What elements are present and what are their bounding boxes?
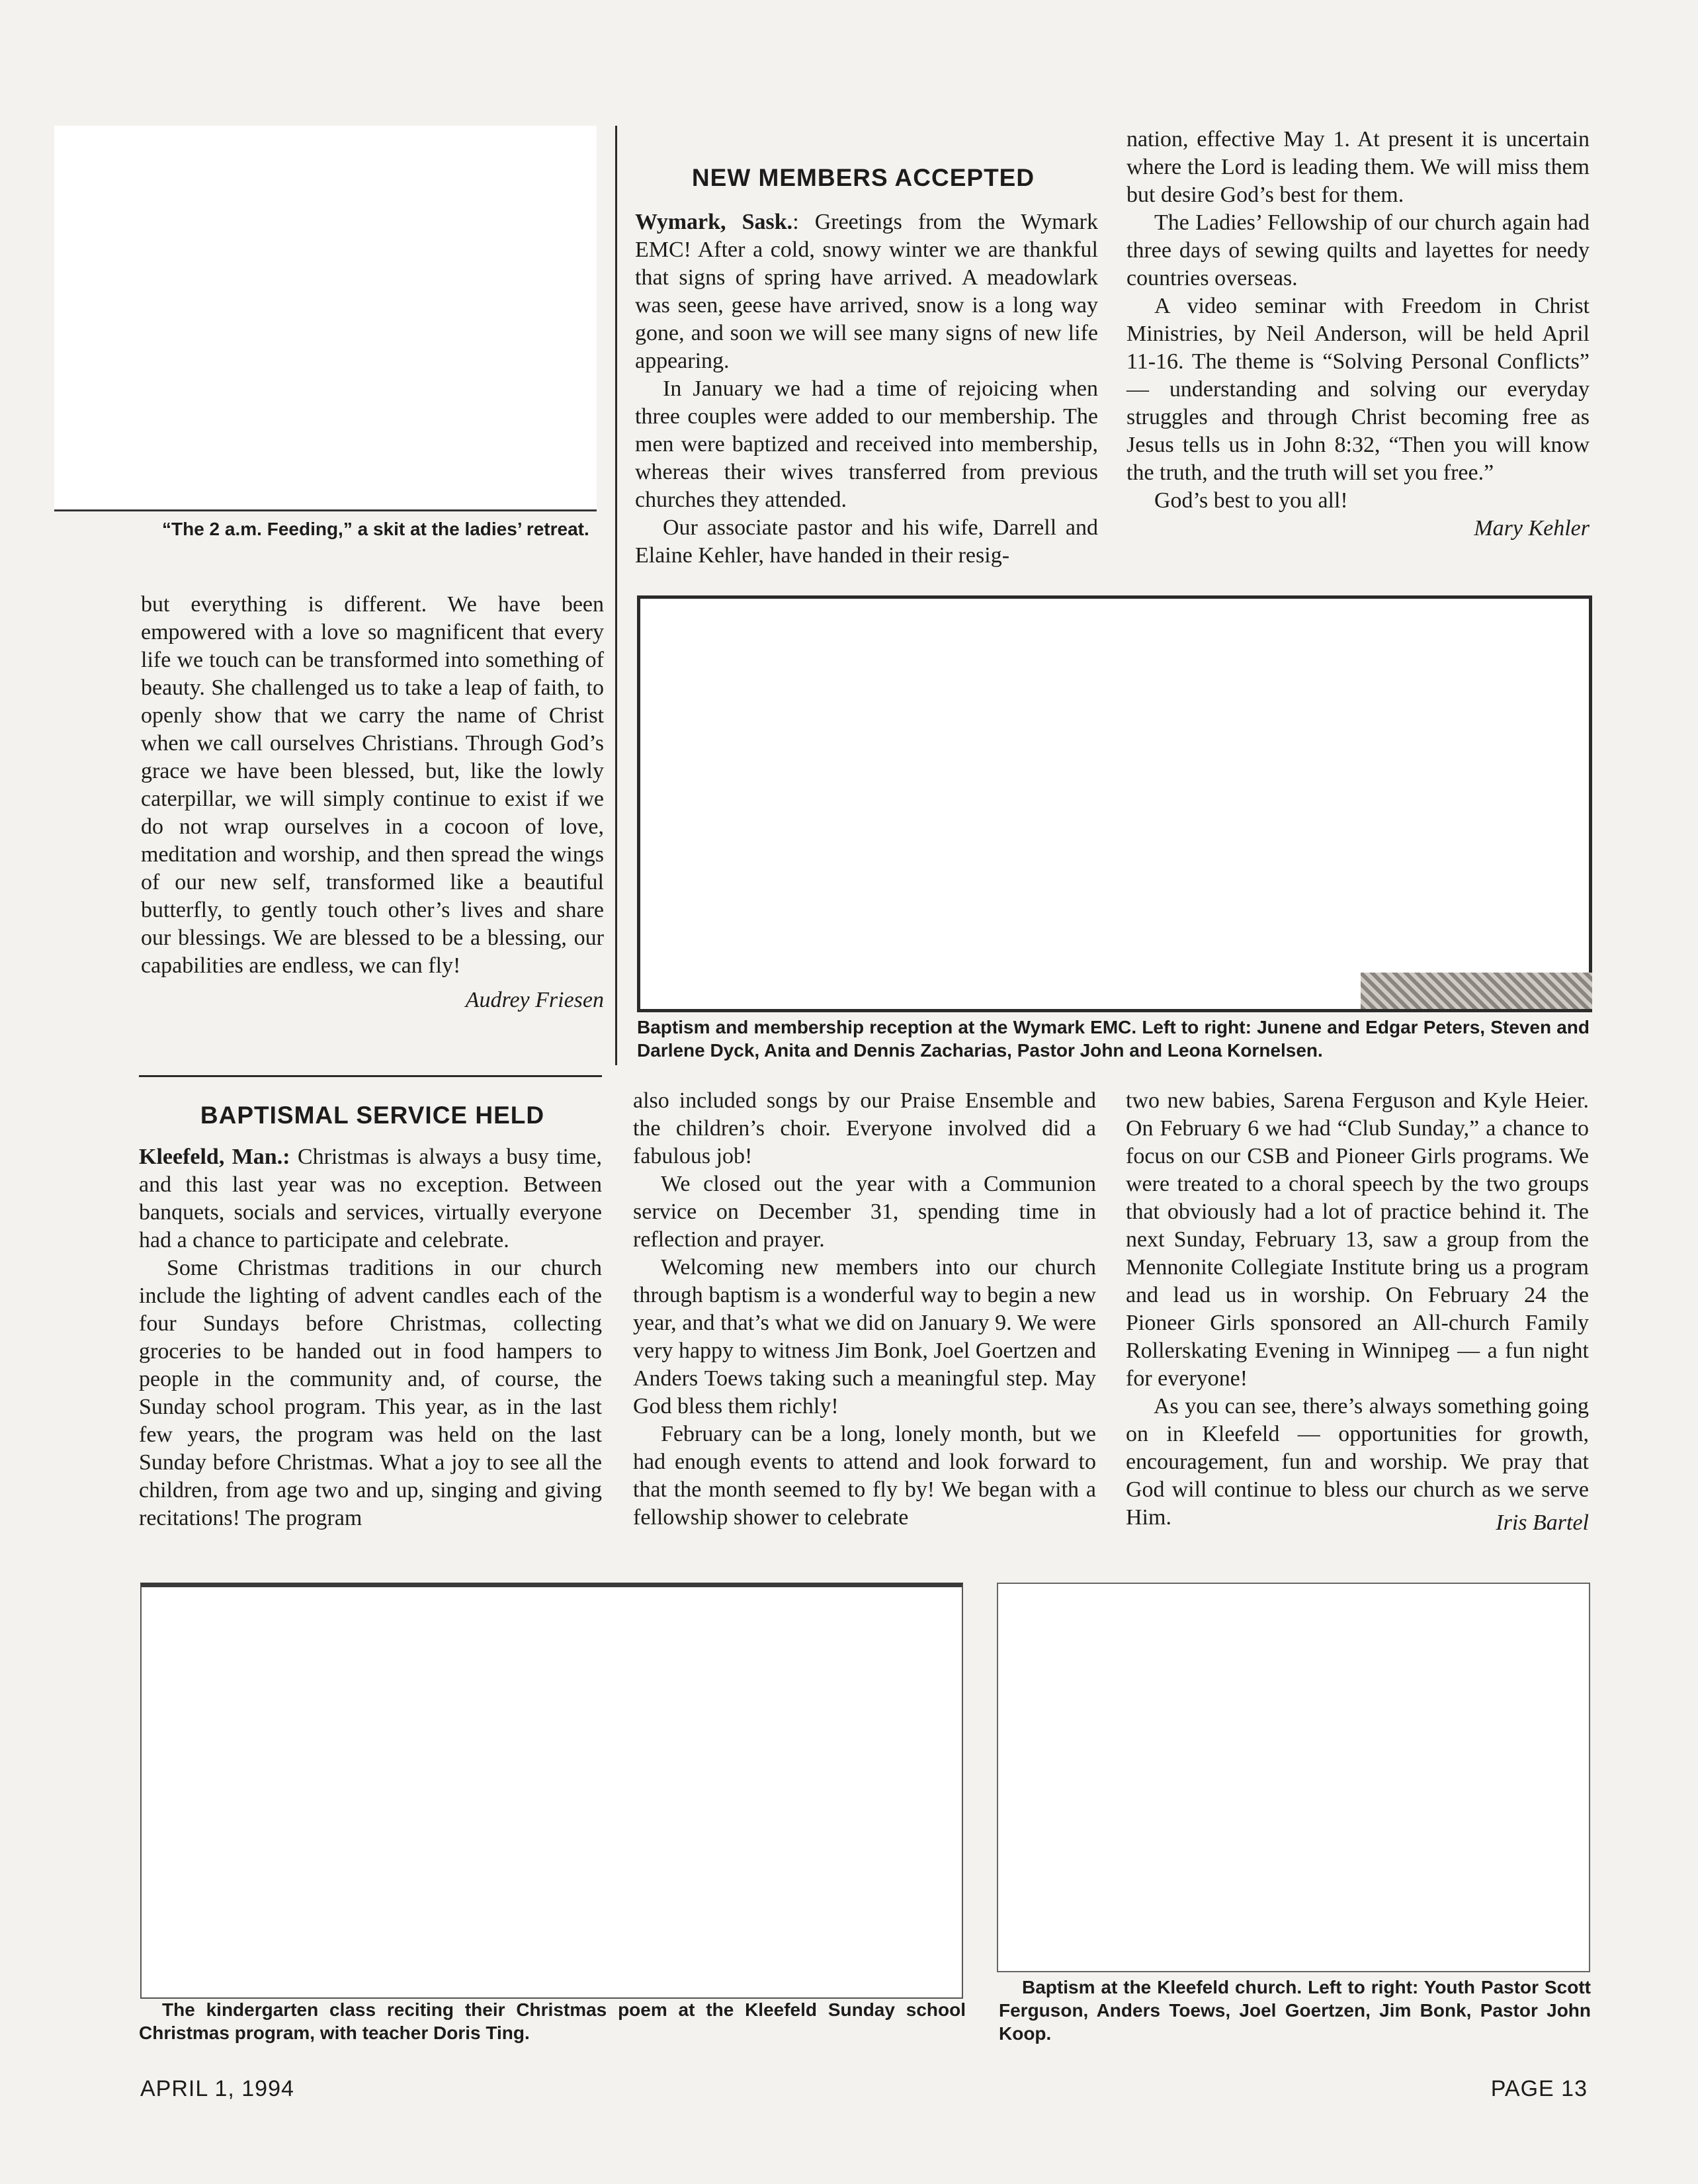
kleefeld-article-col3 bbox=[1126, 1087, 1589, 1535]
kleefeld-article-col2 bbox=[633, 1087, 1096, 1532]
wymark-baptism-photo bbox=[637, 595, 1592, 1012]
kleefeld-signature: Iris Bartel bbox=[1486, 1510, 1589, 1536]
page-number: PAGE 13 bbox=[1490, 2076, 1588, 2101]
kleefeld-baptism-photo bbox=[997, 1583, 1590, 1972]
kleefeld-place: Kleefeld, Man.: bbox=[139, 1145, 290, 1169]
wymark-paragraph-3: Our associate pastor and his wife, Darrell and Elaine Kehler, have handed in their resig- bbox=[635, 515, 1098, 568]
wymark-headline: NEW MEMBERS ACCEPTED bbox=[691, 164, 1035, 191]
wymark-photo-caption: Baptism and membership reception at the Wymark EMC. Left to right: Junene and Edgar Peters, Steven and Darlene Dyck, Anita and Dennis Zacharias, Pastor John and Leona Kornelsen. bbox=[637, 1017, 1590, 1061]
wymark-paragraph-6: A video seminar with Freedom in Christ Ministries, by Neil Anderson, will be held April 11-16. The theme is “Solving Personal Conflicts” — understanding and solving our everyday struggles and through Christ becoming free as Jesus tells us in John 8:32, “Then you will know the truth, and the truth will set you free.” bbox=[1126, 294, 1590, 485]
skit-photo-caption: “The 2 a.m. Feeding,” a skit at the ladies’ retreat. bbox=[162, 519, 589, 539]
kleefeld-article-col1 bbox=[139, 1143, 602, 1532]
column-rule-vertical bbox=[615, 126, 617, 1065]
kleefeld-paragraph-8: As you can see, there’s always something going on in Kleefeld — opportunities for growth, encouragement, fun and worship. We pray that God will continue to bless our church as we serve Him. bbox=[1126, 1394, 1589, 1530]
section-rule-horizontal bbox=[139, 1075, 602, 1077]
kleefeld-paragraph-1 bbox=[139, 1143, 602, 1254]
wymark-signature: Mary Kehler bbox=[1474, 516, 1590, 541]
retreat-article-signature: Audrey Friesen bbox=[465, 988, 604, 1012]
kleefeld-headline: BAPTISMAL SERVICE HELD bbox=[200, 1102, 545, 1129]
wymark-paragraph-5: The Ladies’ Fellowship of our church again had three days of sewing quilts and layettes for needy countries overseas. bbox=[1126, 210, 1590, 290]
retreat-article-paragraph: but everything is different. We have been empowered with a love so magnificent that every life we touch can be transformed into something of beauty. She challenged us to take a leap of faith, to openly show that we carry the name of Christ when we call ourselves Christians. Through God’s grace we have been blessed, but, like the lowly caterpillar, we will simply continue to exist if we do not wrap ourselves in a cocoon of love, meditation and worship, and then spread the wings of our new self, transformed like a beautiful butterfly, to gently touch other’s lives and share our blessings. We are blessed to be a blessing, our capabilities are endless, we can fly! bbox=[141, 592, 604, 978]
kindergarten-photo-caption: The kindergarten class reciting their Christmas poem at the Kleefeld Sunday school Christmas program, with teacher Doris Ting. bbox=[139, 1999, 966, 2043]
retreat-article bbox=[141, 591, 604, 1013]
kleefeld-paragraph-2: Some Christmas traditions in our church include the lighting of advent candles each of the four Sundays before Christmas, collecting groceries to be handed out in food hampers to people in the community and, of course, the Sunday school program. This year, as in the last few years, the program was held on the last Sunday before Christmas. What a joy to see all the children, from age two and up, singing and giving recitations! The program bbox=[139, 1256, 602, 1530]
skit-photo bbox=[54, 126, 597, 511]
wymark-place: Wymark, Sask. bbox=[635, 210, 793, 234]
wymark-article-col1 bbox=[635, 208, 1098, 570]
kindergarten-photo bbox=[140, 1583, 963, 1999]
kleefeld-baptism-photo-caption: Baptism at the Kleefeld church. Left to right: Youth Pastor Scott Ferguson, Anders Toews, Joel Goertzen, Jim Bonk, Pastor John Koop. bbox=[999, 1977, 1591, 2044]
wymark-paragraph-2: In January we had a time of rejoicing when three couples were added to our membership. The men were baptized and received into membership, whereas their wives transferred from previous churches they attended. bbox=[635, 376, 1098, 512]
wymark-paragraph-1 bbox=[635, 208, 1098, 375]
kleefeld-paragraph-6: February can be a long, lonely month, but we had enough events to attend and look forward to that the month seemed to fly by! We began with a fellowship shower to celebrate bbox=[633, 1422, 1096, 1530]
wymark-paragraph-4: nation, effective May 1. At present it is uncertain where the Lord is leading them. We will miss them but desire God’s best for them. bbox=[1126, 127, 1590, 207]
wymark-photo-texture bbox=[1361, 973, 1592, 1009]
wymark-intro: : Greetings from the Wymark EMC! After a cold, snowy winter we are thankful that signs of spring have arrived. A meadowlark was seen, geese have arrived, snow is a long way gone, and soon we will see many signs of new life appearing. bbox=[635, 210, 1098, 373]
kleefeld-intro: Christmas is always a busy time, and this last year was no exception. Between banquets, socials and services, virtually everyone had a chance to participate and celebrate. bbox=[139, 1145, 602, 1252]
wymark-paragraph-7: God’s best to you all! bbox=[1154, 488, 1348, 513]
issue-date: APRIL 1, 1994 bbox=[140, 2076, 294, 2101]
wymark-article-col2 bbox=[1126, 126, 1590, 541]
kleefeld-paragraph-5: Welcoming new members into our church through baptism is a wonderful way to begin a new year, and that’s what we did on January 9. We were very happy to witness Jim Bonk, Joel Goertzen and Anders Toews taking such a meaningful step. May God bless them richly! bbox=[633, 1255, 1096, 1419]
kleefeld-paragraph-3: also included songs by our Praise Ensemble and the children’s choir. Everyone involved did a fabulous job! bbox=[633, 1088, 1096, 1168]
kleefeld-paragraph-7: two new babies, Sarena Ferguson and Kyle Heier. On February 6 we had “Club Sunday,” a chance to focus on our CSB and Pioneer Girls programs. We were treated to a choral speech by the two groups that obviously had a lot of practice behind it. The next Sunday, February 13, saw a group from the Mennonite Collegiate Institute bring us a program and lead us in worship. On February 24 the Pioneer Girls sponsored an All-church Family Rollerskating Evening in Winnipeg — a fun night for everyone! bbox=[1126, 1088, 1589, 1391]
kleefeld-paragraph-4: We closed out the year with a Communion service on December 31, spending time in reflection and prayer. bbox=[633, 1172, 1096, 1252]
